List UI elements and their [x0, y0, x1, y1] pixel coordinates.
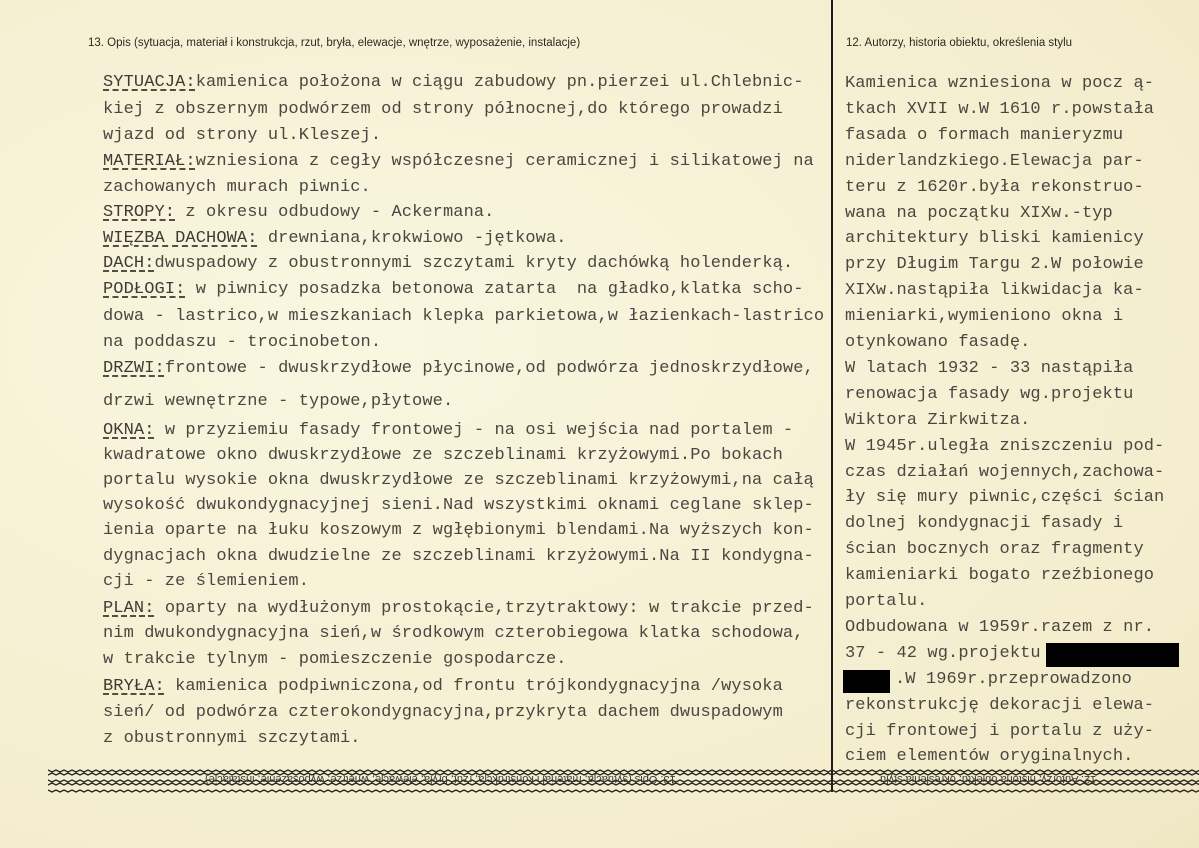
history-line: ły się mury piwnic,części ścian — [845, 488, 1165, 508]
history-line: mieniarki,wymieniono okna i — [845, 307, 1124, 327]
field-text: kamienica położona w ciągu zabudowy pn.pierzei ul.Chlebnic- — [195, 73, 804, 92]
field-label: STROPY: — [103, 203, 176, 222]
description-line — [103, 547, 814, 567]
history-line: otynkowano fasadę. — [845, 333, 1031, 352]
wave-line — [48, 770, 1199, 772]
description-line — [103, 229, 567, 249]
history-line: niderlandzkiego.Elewacja par- — [845, 151, 1144, 171]
field-text: kamienica podpiwniczona,od frontu trójkondygnacyjna /wysoka — [164, 677, 783, 696]
field-text: cji - ze ślemieniem. — [103, 572, 310, 591]
history-line: ścian bocznych oraz fragmenty — [845, 540, 1144, 560]
description-line — [103, 421, 793, 441]
description-line — [103, 703, 783, 723]
description-line — [103, 446, 783, 466]
inverted-section-12-header: 12. Autorzy, historia obiektu, określenia stylu — [880, 773, 1097, 785]
field-label: PLAN: — [103, 599, 155, 618]
field-text: wjazd od strony ul.Kleszej. — [103, 126, 382, 145]
description-line — [103, 100, 783, 120]
history-line: W latach 1932 - 33 nastąpiła — [845, 358, 1134, 378]
description-line — [103, 178, 371, 198]
history-line: architektury bliski kamienicy — [845, 229, 1144, 249]
history-line: portalu. — [845, 592, 928, 611]
description-line — [103, 307, 824, 327]
field-label: PODŁOGI: — [103, 280, 186, 299]
description-line — [103, 254, 793, 274]
field-label: DACH: — [103, 254, 155, 273]
field-text: oparty na wydłużonym prostokącie,trzytraktowy: w trakcie przed- — [154, 599, 814, 618]
field-text: w trakcie tylnym - pomieszczenie gospodarcze. — [103, 650, 567, 669]
field-text: drzwi wewnętrzne - typowe,płytowe. — [103, 392, 454, 411]
description-line — [103, 650, 567, 670]
field-text: z obustronnymi szczytami. — [103, 729, 361, 748]
field-text: dowa - lastrico,w mieszkaniach klepka parkietowa,w łazienkach-lastrico — [103, 307, 825, 326]
description-line — [103, 73, 804, 93]
field-label: SYTUACJA: — [103, 73, 196, 92]
description-line — [103, 392, 453, 412]
history-line: renowacja fasady wg.projektu — [845, 384, 1134, 404]
field-text: dygnacjach okna dwudzielne ze szczeblinami krzyżowymi.Na II kondygna- — [103, 547, 814, 566]
field-text: portalu wysokie okna dwuskrzydłowe ze szczeblinami krzyżowymi,na całą — [103, 471, 814, 490]
history-line: ciem elementów oryginalnych. — [845, 747, 1134, 767]
field-text: wzniesiona z cegły współczesnej ceramicznej i silikatowej na — [195, 152, 814, 171]
description-line — [103, 521, 814, 541]
field-text: na poddaszu - trocinobeton. — [103, 333, 382, 352]
redaction-bar — [843, 670, 890, 693]
field-label: OKNA: — [103, 421, 155, 440]
history-line: Wiktora Zirkwitza. — [845, 410, 1031, 430]
field-text: wysokość dwukondygnacyjnej sieni.Nad wszystkimi oknami ceglane sklep- — [103, 496, 814, 515]
history-line: przy Długim Targu 2.W połowie — [845, 255, 1144, 275]
history-line: kamieniarki bogato rzeźbionego — [845, 566, 1155, 586]
description-line — [103, 624, 804, 644]
history-line: tkach XVII w.W 1610 r.powstała — [845, 99, 1155, 119]
description-line — [103, 471, 814, 491]
history-line: dolnej kondygnacji fasady i — [845, 514, 1124, 534]
description-line — [103, 280, 804, 300]
description-line — [103, 203, 494, 223]
section-13-header: 13. Opis (sytuacja, materiał i konstrukcja, rzut, bryła, elewacje, wnętrze, wyposażenie, instalacje) — [88, 37, 581, 49]
history-line: Kamienica wzniesiona w pocz ą- — [845, 74, 1155, 93]
history-line: fasada o formach manieryzmu — [845, 125, 1124, 145]
history-line: .W 1969r.przeprowadzono — [895, 669, 1132, 689]
history-line: czas działań wojennych,zachowa- — [845, 462, 1165, 482]
history-line: teru z 1620r.była rekonstruo- — [845, 177, 1144, 197]
description-line — [103, 729, 361, 749]
field-text: w przyziemiu fasady frontowej - na osi wejścia nad portalem - — [154, 421, 794, 440]
field-text: ienia oparte na łuku koszowym z wgłębionymi blendami.Na wyższych kon- — [103, 521, 814, 540]
inverted-section-13-header: 13. Opis (sytuacja, materiał i konstrukcja, rzut, bryła, elewacje, wnętrze, wyposażenie, instalacje) — [205, 773, 676, 785]
section-12-header: 12. Autorzy, historia obiektu, określenia stylu — [846, 37, 1073, 49]
history-line: wana na początku XIXw.-typ — [845, 203, 1113, 223]
field-text: zachowanych murach piwnic. — [103, 178, 371, 197]
redaction-bar — [1046, 643, 1179, 667]
column-divider — [831, 0, 833, 792]
description-line — [103, 152, 814, 172]
history-line: cji frontowej i portalu z uży- — [845, 721, 1155, 741]
field-text: kwadratowe okno dwuskrzydłowe ze szczeblinami krzyżowymi.Po bokach — [103, 446, 783, 465]
wave-line — [48, 790, 1199, 792]
description-line — [103, 572, 309, 592]
field-text: dwuspadowy z obustronnymi szczytami kryty dachówką holenderką. — [154, 254, 794, 273]
history-line: 37 - 42 wg.projektu — [845, 643, 1041, 663]
description-line — [103, 496, 814, 516]
description-line — [103, 599, 814, 619]
field-text: w piwnicy posadzka betonowa zatarta na gładko,klatka scho- — [185, 280, 804, 299]
field-label: BRYŁA: — [103, 677, 165, 696]
field-text: sień/ od podwórza czterokondygnacyjna,przykryta dachem dwuspadowym — [103, 703, 783, 722]
description-line — [103, 359, 814, 379]
history-line: W 1945r.uległa zniszczeniu pod- — [845, 436, 1165, 456]
field-text: drewniana,krokwiowo -jętkowa. — [257, 229, 567, 248]
field-text: nim dwukondygnacyjna sień,w środkowym czterobiegowa klatka schodowa, — [103, 624, 804, 643]
history-line: XIXw.nastąpiła likwidacja ka- — [845, 281, 1144, 301]
description-line — [103, 333, 381, 353]
field-label: MATERIAŁ: — [103, 152, 196, 171]
field-label: DRZWI: — [103, 359, 165, 378]
description-line — [103, 126, 381, 146]
field-text: frontowe - dwuskrzydłowe płycinowe,od podwórza jednoskrzydłowe, — [164, 359, 814, 378]
history-line: rekonstrukcję dekoracji elewa- — [845, 695, 1155, 715]
description-line — [103, 677, 783, 697]
field-text: z okresu odbudowy - Ackermana. — [175, 203, 495, 222]
history-line: Odbudowana w 1959r.razem z nr. — [845, 617, 1155, 637]
field-label: WIĘZBA DACHOWA: — [103, 229, 258, 248]
field-text: kiej z obszernym podwórzem od strony północnej,do którego prowadzi — [103, 100, 783, 119]
